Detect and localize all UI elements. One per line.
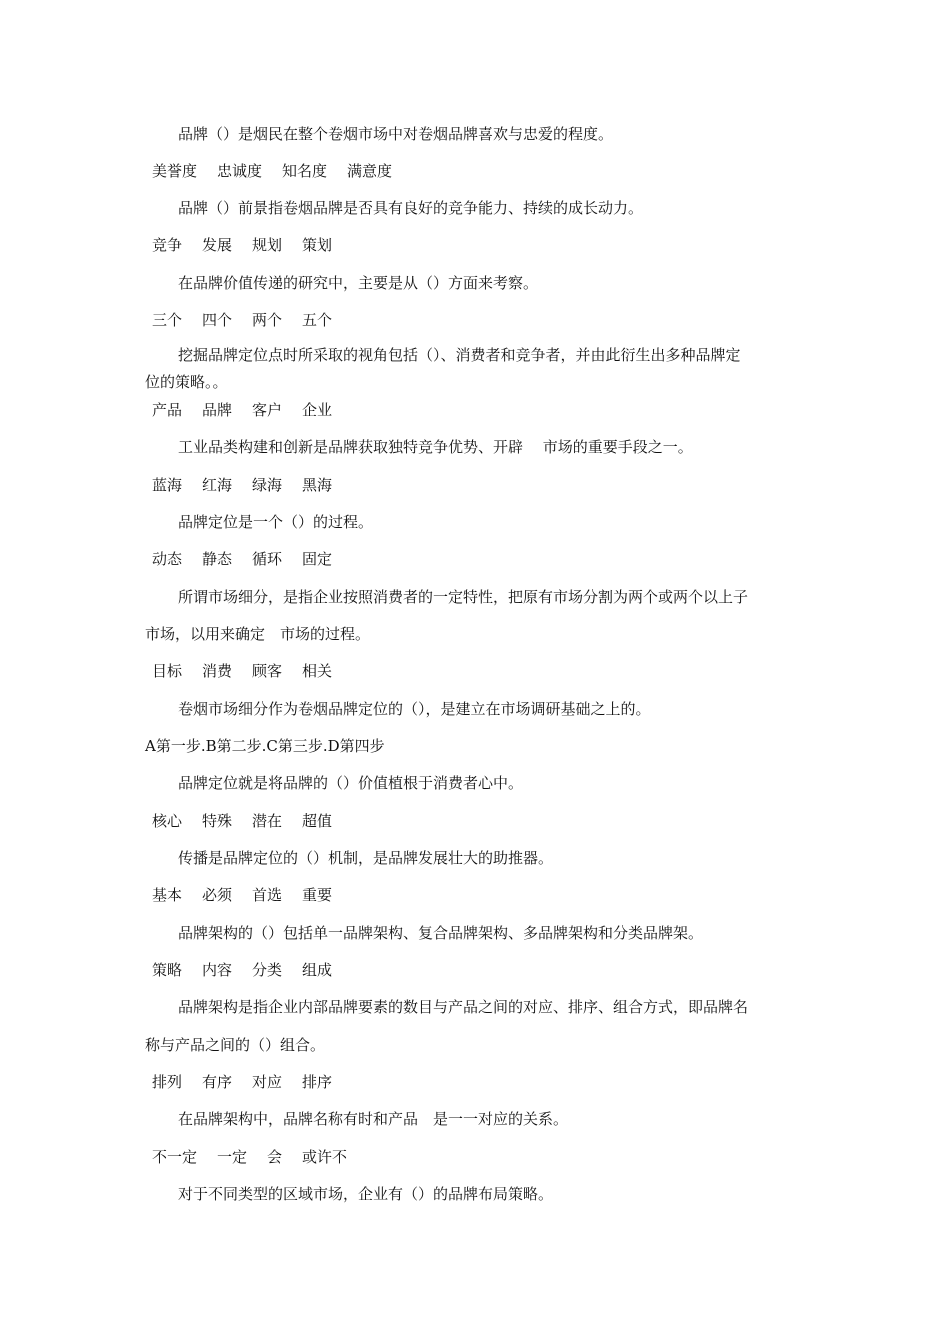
question-2: 品牌（）前景指卷烟品牌是否具有良好的竞争能力、持续的成长动力。 bbox=[178, 199, 644, 217]
option: 发展 bbox=[202, 236, 233, 254]
options-4 bbox=[152, 400, 352, 420]
options-6 bbox=[152, 549, 352, 569]
option: 不一定 bbox=[152, 1148, 198, 1166]
option: 有序 bbox=[202, 1073, 233, 1091]
option: 蓝海 bbox=[152, 476, 183, 494]
option: 对应 bbox=[252, 1073, 283, 1091]
option: 规划 bbox=[252, 236, 283, 254]
option: 品牌 bbox=[202, 401, 233, 419]
option: 知名度 bbox=[282, 162, 328, 180]
option: 策略 bbox=[152, 961, 183, 979]
option: 特殊 bbox=[202, 812, 233, 830]
option: 会 bbox=[267, 1148, 283, 1166]
question-7-continued: 市场，以用来确定 市场的过程。 bbox=[145, 625, 371, 643]
option: 满意度 bbox=[347, 162, 393, 180]
option: 消费 bbox=[202, 662, 233, 680]
question-6: 品牌定位是一个（）的过程。 bbox=[178, 513, 374, 531]
option: 静态 bbox=[202, 550, 233, 568]
options-8: A第一步.B第二步.C第三步.D第四步 bbox=[145, 737, 385, 755]
option: 绿海 bbox=[252, 476, 283, 494]
option: 三个 bbox=[152, 311, 183, 329]
question-14: 对于不同类型的区域市场，企业有（）的品牌布局策略。 bbox=[178, 1185, 554, 1203]
option: 固定 bbox=[302, 550, 333, 568]
option: 排列 bbox=[152, 1073, 183, 1091]
question-1: 品牌（）是烟民在整个卷烟市场中对卷烟品牌喜欢与忠爱的程度。 bbox=[178, 125, 614, 143]
option: 动态 bbox=[152, 550, 183, 568]
option: 两个 bbox=[252, 311, 283, 329]
option: 超值 bbox=[302, 812, 333, 830]
question-4: 挖掘品牌定位点时所采取的视角包括（）、消费者和竞争者，并由此衍生出多种品牌定 bbox=[178, 346, 741, 364]
option: 或许不 bbox=[302, 1148, 348, 1166]
options-2 bbox=[152, 235, 352, 255]
option: 首选 bbox=[252, 886, 283, 904]
option: 顾客 bbox=[252, 662, 283, 680]
option: 客户 bbox=[252, 401, 283, 419]
option: 红海 bbox=[202, 476, 233, 494]
option: 组成 bbox=[302, 961, 333, 979]
question-8: 卷烟市场细分作为卷烟品牌定位的（），是建立在市场调研基础之上的。 bbox=[178, 700, 651, 718]
option: 排序 bbox=[302, 1073, 333, 1091]
question-7: 所谓市场细分，是指企业按照消费者的一定特性，把原有市场分割为两个或两个以上子 bbox=[178, 588, 749, 606]
option: 目标 bbox=[152, 662, 183, 680]
option: 分类 bbox=[252, 961, 283, 979]
option: 一定 bbox=[217, 1148, 248, 1166]
option: 四个 bbox=[202, 311, 233, 329]
option: 必须 bbox=[202, 886, 233, 904]
question-4-continued: 位的策略。。 bbox=[145, 373, 228, 391]
question-5: 工业品类构建和创新是品牌获取独特竞争优势、开辟 市场的重要手段之一。 bbox=[178, 438, 693, 456]
options-11 bbox=[152, 960, 352, 980]
options-5 bbox=[152, 475, 352, 495]
options-1 bbox=[152, 161, 412, 181]
option: 循环 bbox=[252, 550, 283, 568]
option: 美誉度 bbox=[152, 162, 198, 180]
option: 产品 bbox=[152, 401, 183, 419]
options-12 bbox=[152, 1072, 352, 1092]
option: 核心 bbox=[152, 812, 183, 830]
option: 五个 bbox=[302, 311, 333, 329]
option: 企业 bbox=[302, 401, 333, 419]
question-12: 品牌架构是指企业内部品牌要素的数目与产品之间的对应、排序、组合方式，即品牌名 bbox=[178, 998, 749, 1016]
options-3 bbox=[152, 310, 352, 330]
options-7 bbox=[152, 661, 352, 681]
options-10 bbox=[152, 885, 352, 905]
options-13 bbox=[152, 1147, 367, 1167]
question-12-continued: 称与产品之间的（）组合。 bbox=[145, 1036, 326, 1054]
option: 重要 bbox=[302, 886, 333, 904]
option: 竞争 bbox=[152, 236, 183, 254]
option: 相关 bbox=[302, 662, 333, 680]
question-9: 品牌定位就是将品牌的（）价值植根于消费者心中。 bbox=[178, 774, 524, 792]
option: 潜在 bbox=[252, 812, 283, 830]
option: 忠诚度 bbox=[217, 162, 263, 180]
option: 内容 bbox=[202, 961, 233, 979]
option: 策划 bbox=[302, 236, 333, 254]
question-13: 在品牌架构中，品牌名称有时和产品 是一一对应的关系。 bbox=[178, 1110, 569, 1128]
question-10: 传播是品牌定位的（）机制，是品牌发展壮大的助推器。 bbox=[178, 849, 554, 867]
option: 基本 bbox=[152, 886, 183, 904]
options-9 bbox=[152, 811, 352, 831]
option: 黑海 bbox=[302, 476, 333, 494]
question-3: 在品牌价值传递的研究中，主要是从（）方面来考察。 bbox=[178, 274, 539, 292]
question-11: 品牌架构的（）包括单一品牌架构、复合品牌架构、多品牌架构和分类品牌架。 bbox=[178, 924, 704, 942]
